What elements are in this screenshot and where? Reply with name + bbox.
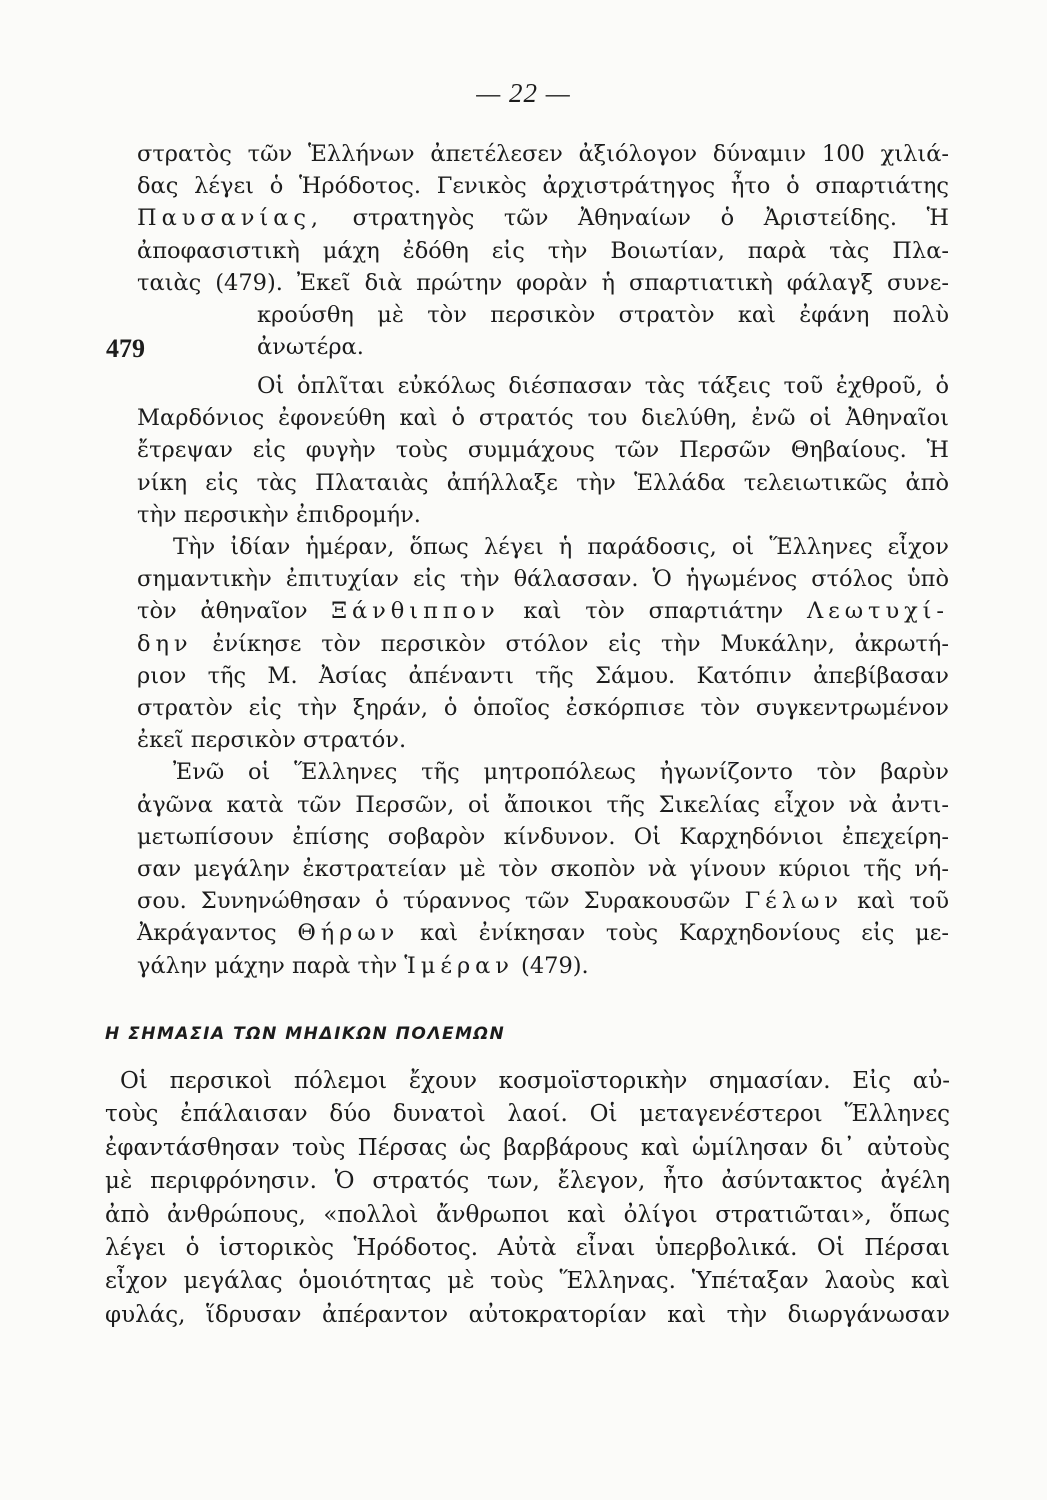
- text-line: Οἱ ὁπλῖται εὐκόλως διέσπασαν τὰς τάξεις τοῦ ἐχθροῦ, ὁ: [257, 373, 949, 399]
- text-line: σαν μεγάλην ἐκστρατείαν μὲ τὸν σκοπὸν νὰ γίνουν κύριοι τῆς νή-: [137, 856, 949, 883]
- text-line: Ἐνῶ οἱ Ἕλληνες τῆς μητροπόλεως ἠγωνίζοντο τὸν βαρὺν: [173, 759, 949, 786]
- spaced-name: Ἱμέραν: [404, 952, 514, 979]
- section-heading: Η ΣΗΜΑΣΙΑ ΤΩΝ ΜΗΔΙΚΩΝ ΠΟΛΕΜΩΝ: [105, 1024, 506, 1044]
- text-fragment: γάλην μάχην παρὰ τὴν: [137, 952, 405, 979]
- spaced-name: Γέλων: [744, 888, 843, 915]
- text-line: δας λέγει ὁ Ἡρόδοτος. Γενικὸς ἀρχιστράτηγος ἦτο ὁ σπαρτιάτης: [137, 173, 949, 200]
- text-fragment: ἐνίκησε τὸν περσικὸν στόλον εἰς τὴν Μυκάλην, ἀκρωτή-: [192, 630, 949, 657]
- text-line: ριον τῆς Μ. Ἀσίας ἀπέναντι τῆς Σάμου. Κατόπιν ἀπεβίβασαν: [137, 662, 949, 689]
- text-line: Μαρδόνιος ἐφονεύθη καὶ ὁ στρατός του διελύθη, ἐνῶ οἱ Ἀθηναῖοι: [137, 405, 949, 432]
- spaced-name: Λεωτυχί-: [806, 598, 949, 625]
- text-line: [137, 885, 949, 917]
- text-line: [137, 595, 949, 627]
- text-line: εἶχον μεγάλας ὁμοιότητας μὲ τοὺς Ἕλληνας. Ὑπέταξαν λαοὺς καὶ: [105, 1268, 950, 1295]
- text-line: στρατὸν εἰς τὴν ξηράν, ὁ ὁποῖος ἐσκόρπισε τὸν συγκεντρωμένον: [137, 695, 949, 722]
- paragraph: [137, 370, 949, 531]
- text-block-significance: [105, 1065, 950, 1332]
- paragraph: [137, 138, 949, 363]
- text-line: τοὺς ἐπάλαισαν δύο δυνατοὶ λαοί. Οἱ μεταγενέστεροι Ἕλληνες: [105, 1101, 950, 1128]
- text-line: μετωπίσουν ἐπίσης σοβαρὸν κίνδυνον. Οἱ Καρχηδόνιοι ἐπεχείρη-: [137, 823, 949, 850]
- margin-date-note: 479: [106, 334, 145, 363]
- text-line: ἀπὸ ἀνθρώπους, «πολλοὶ ἄνθρωποι καὶ ὀλίγοι στρατιῶται», ὅπως: [105, 1201, 950, 1228]
- paragraph: [105, 1065, 950, 1332]
- text-line: φυλάς, ἵδρυσαν ἀπέραντον αὐτοκρατορίαν καὶ τὴν διωργάνωσαν: [105, 1301, 950, 1328]
- text-line: ἐκεῖ περσικὸν στρατόν.: [137, 727, 407, 754]
- text-line: στρατὸς τῶν Ἑλλήνων ἀπετέλεσεν ἀξιόλογον δύναμιν 100 χιλιά-: [137, 141, 949, 167]
- text-line: [137, 202, 949, 234]
- text-line: ἀγῶνα κατὰ τῶν Περσῶν, οἱ ἄποικοι τῆς Σικελίας εἶχον νὰ ἀντι-: [137, 791, 949, 818]
- text-line: ἐφαντάσθησαν τοὺς Πέρσας ὡς βαρβάρους καὶ ὡμίλησαν δι᾽ αὐτοὺς: [105, 1134, 950, 1161]
- text-line: μὲ περιφρόνησιν. Ὁ στρατός των, ἔλεγον, ἦτο ἀσύντακτος ἀγέλη: [105, 1168, 950, 1195]
- paragraph: [137, 531, 949, 756]
- text-fragment: καὶ τὸν σπαρτιάτην: [499, 598, 807, 625]
- text-line: ἔτρεψαν εἰς φυγὴν τοὺς συμμάχους τῶν Περσῶν Θηβαίους. Ἡ: [137, 437, 949, 464]
- text-line: κρούσθη μὲ τὸν περσικὸν στρατὸν καὶ ἐφάνη πολὺ ἀνωτέρα.: [257, 302, 949, 361]
- spaced-name: Θήρων: [297, 920, 400, 947]
- text-line: νίκη εἰς τὰς Πλαταιὰς ἀπήλλαξε τὴν Ἑλλάδα τελειωτικῶς ἀπὸ: [137, 469, 949, 496]
- text-fragment: καὶ τοῦ: [842, 888, 949, 915]
- paragraph: [137, 756, 949, 981]
- text-fragment: τὸν ἀθηναῖον: [137, 598, 332, 625]
- spaced-name: Παυσανίας,: [137, 205, 323, 232]
- text-fragment: καὶ ἐνίκησαν τοὺς Καρχηδονίους εἰς με-: [399, 920, 949, 947]
- text-line: Οἱ περσικοὶ πόλεμοι ἔχουν κοσμοϊστορικὴν σημασίαν. Εἰς αὐ-: [120, 1068, 950, 1094]
- text-line: [137, 628, 949, 660]
- text-fragment: στρατηγὸς τῶν Ἀθηναίων ὁ Ἀριστείδης. Ἡ: [323, 205, 949, 232]
- spaced-name: Ξάνθιππον: [331, 598, 500, 625]
- text-line: Τὴν ἰδίαν ἡμέραν, ὅπως λέγει ἡ παράδοσις, οἱ Ἕλληνες εἶχον: [173, 534, 949, 561]
- text-line: [137, 917, 949, 949]
- text-line: τὴν περσικὴν ἐπιδρομήν.: [137, 501, 421, 528]
- text-line: ταιὰς (479). Ἐκεῖ διὰ πρώτην φορὰν ἡ σπαρτιατικὴ φάλαγξ συνε-: [137, 269, 949, 296]
- text-line: [137, 950, 949, 982]
- text-fragment: σου. Συνηνώθησαν ὁ τύραννος τῶν Συρακουσῶν: [137, 888, 745, 915]
- text-fragment: (479).: [513, 952, 589, 979]
- text-block-plataea: [137, 138, 949, 363]
- text-line: λέγει ὁ ἱστορικὸς Ἡρόδοτος. Αὐτὰ εἶναι ὑπερβολικά. Οἱ Πέρσαι: [105, 1235, 950, 1262]
- text-line: σημαντικὴν ἐπιτυχίαν εἰς τὴν θάλασσαν. Ὁ ἡγωμένος στόλος ὑπὸ: [137, 566, 949, 593]
- text-block-main: [137, 370, 949, 982]
- page-number: — 22 —: [476, 78, 571, 108]
- text-line: ἀποφασιστικὴ μάχη ἐδόθη εἰς τὴν Βοιωτίαν, παρὰ τὰς Πλα-: [137, 237, 949, 264]
- spaced-name: δην: [137, 630, 193, 657]
- text-fragment: Ἀκράγαντος: [137, 920, 298, 947]
